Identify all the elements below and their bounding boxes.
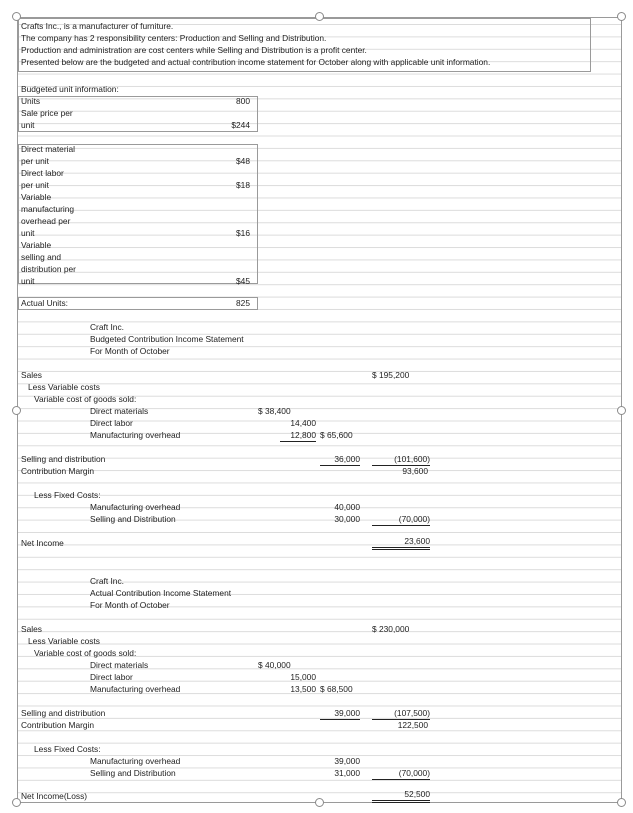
budgeted-cogs-total: $ 65,600 xyxy=(320,430,353,440)
budgeted-sales-value: $ 195,200 xyxy=(372,370,410,380)
budgeted-sd-label: Selling and distribution xyxy=(21,454,106,464)
actual-sd-value: 39,000 xyxy=(320,708,360,720)
actual-period: For Month of October xyxy=(90,600,170,610)
vsd-label-3: distribution per xyxy=(21,264,76,274)
resize-handle-middle-right[interactable] xyxy=(617,406,626,415)
resize-handle-top-left[interactable] xyxy=(12,12,21,21)
actual-ni-value: 52,500 xyxy=(372,789,430,803)
vsd-label-1: Variable xyxy=(21,240,52,250)
budgeted-company: Craft Inc. xyxy=(90,322,124,332)
actual-mo-value: 13,500 xyxy=(290,684,316,694)
budgeted-ni-value: 23,600 xyxy=(372,536,430,550)
dm-value: $48 xyxy=(236,156,250,166)
actual-fixed-total: (70,000) xyxy=(372,768,430,780)
actual-dm-label: Direct materials xyxy=(90,660,149,670)
budget-info-heading: Budgeted unit information: xyxy=(21,84,119,94)
spreadsheet-image xyxy=(17,17,622,803)
resize-handle-bottom-center[interactable] xyxy=(315,798,324,807)
budgeted-less-variable: Less Variable costs xyxy=(28,382,100,392)
dl-value: $18 xyxy=(236,180,250,190)
budgeted-dm-label: Direct materials xyxy=(90,406,149,416)
dm-label-2: per unit xyxy=(21,156,49,166)
actual-dl-value: 15,000 xyxy=(290,672,316,682)
budgeted-dm-value: $ 38,400 xyxy=(258,406,291,416)
resize-handle-bottom-right[interactable] xyxy=(617,798,626,807)
intro-line-4: Presented below are the budgeted and actual contribution income statement for October along with applicable unit information. xyxy=(21,57,491,67)
actual-sd-label: Selling and distribution xyxy=(21,708,106,718)
resize-handle-bottom-left[interactable] xyxy=(12,798,21,807)
resize-handle-top-right[interactable] xyxy=(617,12,626,21)
dm-label-1: Direct material xyxy=(21,144,75,154)
intro-line-3: Production and administration are cost centers while Selling and Distribution is a profit center. xyxy=(21,45,367,55)
budgeted-period: For Month of October xyxy=(90,346,170,356)
vmo-label-2: manufacturing xyxy=(21,204,75,214)
vsd-label-2: selling and xyxy=(21,252,62,262)
price-label-1: Sale price per xyxy=(21,108,73,118)
actual-fsd-label: Selling and Distribution xyxy=(90,768,176,778)
vmo-label-1: Variable xyxy=(21,192,52,202)
actual-sales-label: Sales xyxy=(21,624,42,634)
budgeted-less-fixed: Less Fixed Costs: xyxy=(34,490,101,500)
budgeted-cm-label: Contribution Margin xyxy=(21,466,95,476)
price-value: $244 xyxy=(231,120,250,130)
actual-cogs-total: $ 68,500 xyxy=(320,684,353,694)
actual-ni-label: Net Income(Loss) xyxy=(21,791,88,801)
budgeted-fsd-value: 30,000 xyxy=(334,514,360,524)
actual-var-total: (107,500) xyxy=(372,708,430,720)
vsd-value: $45 xyxy=(236,276,250,286)
actual-dl-label: Direct labor xyxy=(90,672,133,682)
actual-less-variable: Less Variable costs xyxy=(28,636,100,646)
budgeted-mo-label: Manufacturing overhead xyxy=(90,430,181,440)
actual-var-cogs: Variable cost of goods sold: xyxy=(34,648,137,658)
budgeted-var-total: (101,600) xyxy=(372,454,430,466)
actual-mo-label: Manufacturing overhead xyxy=(90,684,181,694)
vsd-label-4: unit xyxy=(21,276,35,286)
vmo-label-3: overhead per xyxy=(21,216,71,226)
budgeted-sd-value: 36,000 xyxy=(320,454,360,466)
budgeted-mo-value: 12,800 xyxy=(280,430,316,442)
resize-handle-middle-left[interactable] xyxy=(12,406,21,415)
actual-units-value: 825 xyxy=(236,298,250,308)
actual-company: Craft Inc. xyxy=(90,576,124,586)
actual-sales-value: $ 230,000 xyxy=(372,624,410,634)
budgeted-fmo-value: 40,000 xyxy=(334,502,360,512)
dl-label-2: per unit xyxy=(21,180,49,190)
intro-line-1: Crafts Inc., is a manufacturer of furniture. xyxy=(21,21,174,31)
actual-cm-value: 122,500 xyxy=(397,720,428,730)
budgeted-fmo-label: Manufacturing overhead xyxy=(90,502,181,512)
resize-handle-top-center[interactable] xyxy=(315,12,324,21)
budgeted-fsd-label: Selling and Distribution xyxy=(90,514,176,524)
vmo-value: $16 xyxy=(236,228,250,238)
dl-label-1: Direct labor xyxy=(21,168,64,178)
actual-title: Actual Contribution Income Statement xyxy=(90,588,232,598)
units-label: Units xyxy=(21,96,41,106)
actual-dm-value: $ 40,000 xyxy=(258,660,291,670)
actual-fmo-value: 39,000 xyxy=(334,756,360,766)
budgeted-title: Budgeted Contribution Income Statement xyxy=(90,334,244,344)
units-value: 800 xyxy=(236,96,250,106)
budgeted-dl-value: 14,400 xyxy=(290,418,316,428)
actual-less-fixed: Less Fixed Costs: xyxy=(34,744,101,754)
actual-fmo-label: Manufacturing overhead xyxy=(90,756,181,766)
budgeted-dl-label: Direct labor xyxy=(90,418,133,428)
actual-cm-label: Contribution Margin xyxy=(21,720,95,730)
budgeted-cm-value: 93,600 xyxy=(402,466,428,476)
budgeted-ni-label: Net Income xyxy=(21,538,64,548)
budgeted-var-cogs: Variable cost of goods sold: xyxy=(34,394,137,404)
budgeted-fixed-total: (70,000) xyxy=(372,514,430,526)
vmo-label-4: unit xyxy=(21,228,35,238)
actual-fsd-value: 31,000 xyxy=(334,768,360,778)
budgeted-sales-label: Sales xyxy=(21,370,42,380)
actual-units-label: Actual Units: xyxy=(21,298,69,308)
price-label-2: unit xyxy=(21,120,35,130)
intro-line-2: The company has 2 responsibility centers: Production and Selling and Distribution. xyxy=(21,33,327,43)
